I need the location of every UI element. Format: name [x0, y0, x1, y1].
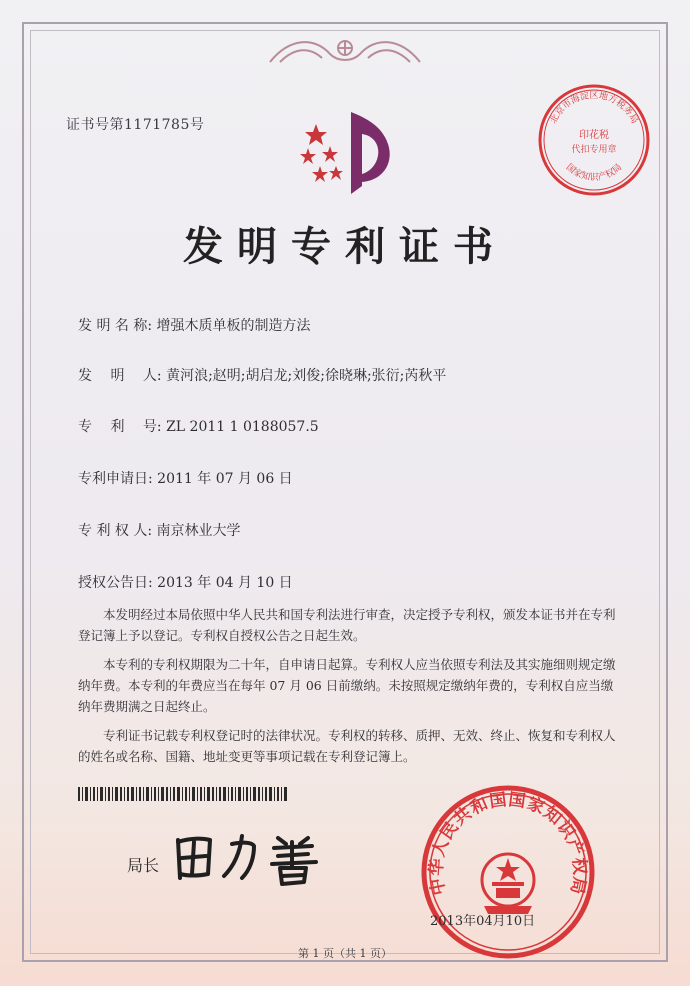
barcode-icon — [78, 787, 288, 801]
field-value: 2013 年 04 月 10 日 — [157, 575, 293, 591]
field-label: 专 利 号: — [78, 419, 162, 435]
field-label: 发 明 人: — [78, 368, 162, 384]
body-paragraph-1: 本发明经过本局依照中华人民共和国专利法进行审查，决定授予专利权，颁发本证书并在专利登记簿上予以登记。专利权自授权公告之日起生效。 — [78, 607, 616, 643]
field-value: 2011 年 07 月 06 日 — [157, 471, 293, 487]
body-paragraph-3: 专利证书记载专利权登记时的法律状况。专利权的转移、质押、无效、终止、恢复和专利权人的姓名或名称、国籍、地址变更等事项记载在专利登记簿上。 — [78, 728, 616, 764]
top-seal-center-line-2: 代扣专用章 — [571, 145, 617, 155]
field-inventors — [78, 365, 446, 385]
patent-office-logo-icon — [296, 104, 396, 199]
field-label: 发 明 名 称: — [78, 318, 153, 334]
field-label: 专利申请日: — [78, 471, 153, 487]
svg-text:中华人民共和国国家知识产权局 — [426, 790, 591, 897]
field-value: 黄河浪;赵明;胡启龙;刘俊;徐晓琳;张衍;芮秋平 — [166, 368, 447, 384]
director-label: 局长 — [127, 856, 160, 875]
field-value: 南京林业大学 — [156, 523, 241, 539]
document-title: 发明专利证书 — [183, 224, 507, 270]
top-seal-ring-text: 北京市海淀区地方税务局 — [548, 91, 640, 126]
field-label: 专 利 权 人: — [78, 523, 153, 539]
seal-date: 2013年04月10日 — [430, 914, 536, 929]
field-value: 增强木质单板的制造方法 — [156, 318, 311, 334]
field-invention-name — [78, 315, 311, 335]
field-label: 授权公告日: — [78, 575, 153, 591]
field-patent-number — [78, 416, 319, 436]
bottom-seal-ring-text: 中华人民共和国国家知识产权局 — [426, 789, 590, 897]
certificate-number: 证书号第1171785号 — [66, 117, 205, 133]
top-seal-center-line-1: 印花税 — [579, 130, 609, 141]
page-number: 第 1 页（共 1 页） — [298, 947, 392, 960]
field-value: ZL 2011 1 0188057.5 — [166, 419, 319, 435]
office-seal-icon — [418, 782, 598, 962]
field-patentee — [78, 520, 241, 540]
svg-text:北京市海淀区地方税务局 — [547, 89, 640, 125]
top-ornament-icon — [260, 32, 430, 72]
svg-text:国家知识产权局 — [564, 162, 624, 183]
field-grant-date — [78, 572, 293, 592]
tax-stamp-seal-icon — [534, 80, 654, 200]
field-application-date — [78, 468, 293, 488]
certificate-body — [78, 604, 618, 775]
top-seal-bottom-text: 国家知识产权局 — [563, 162, 625, 183]
director-signature-icon — [170, 828, 340, 888]
body-paragraph-2: 本专利的专利权期限为二十年，自申请日起算。专利权人应当依照专利法及其实施细则规定缴纳年费。本专利的年费应当在每年 07 月 06 日前缴纳。未按照规定缴纳年费的，专利权自应当缴纳年费期满之日起终止。 — [78, 657, 616, 714]
